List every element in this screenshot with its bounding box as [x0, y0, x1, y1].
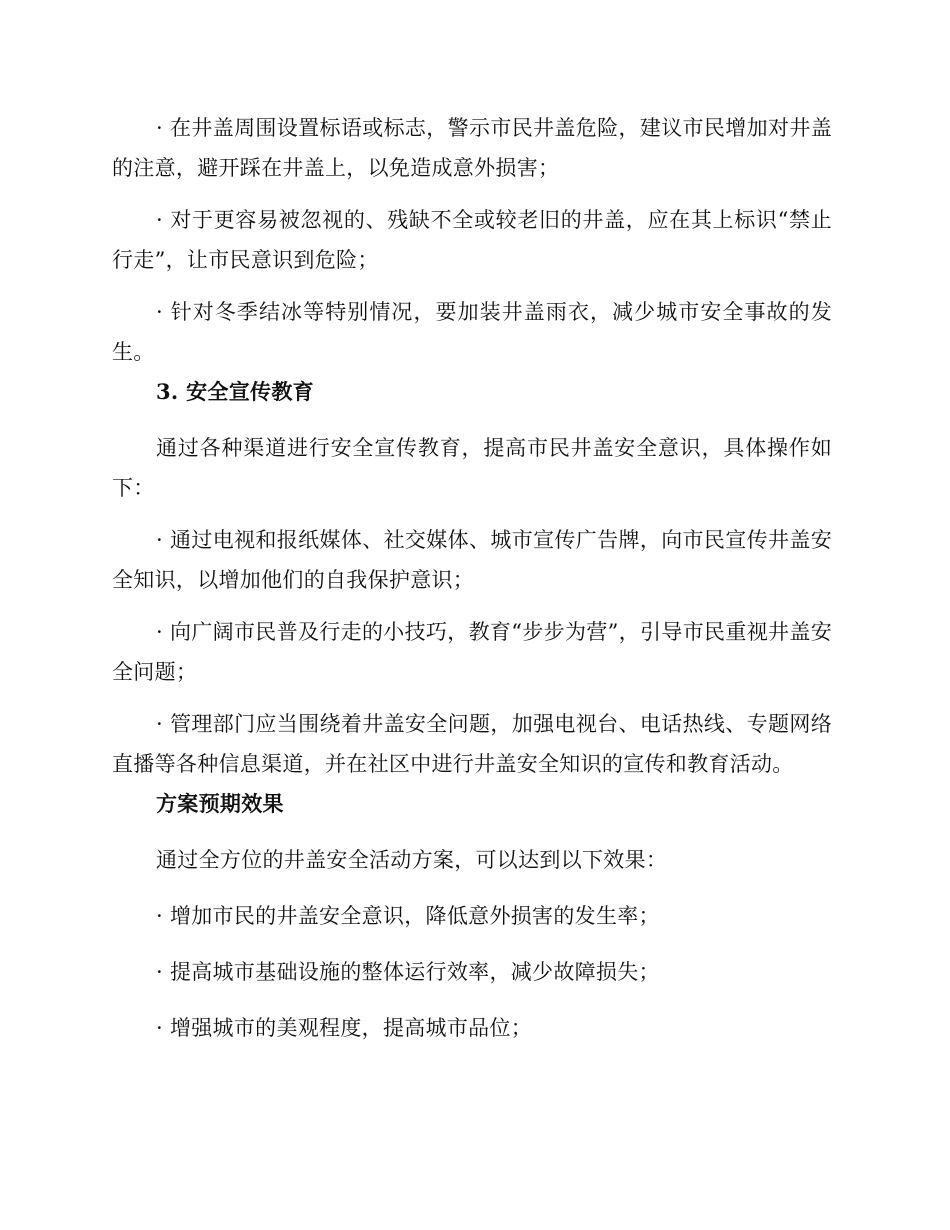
document-body — [112, 108, 832, 1048]
bullet-appearance: · 增强城市的美观程度，提高城市品位； — [156, 1016, 533, 1040]
section-intro-safety-education: 通过各种渠道进行安全宣传教育，提高市民井盖安全意识，具体操作如下： — [112, 436, 832, 500]
bullet-no-walking-mark: · 对于更容易被忽视的、残缺不全或较老旧的井盖，应在其上标识“禁止行走”，让市民意识到危险； — [112, 208, 832, 272]
bullet-winter-cover: · 针对冬季结冰等特别情况，要加装井盖雨衣，减少城市安全事故的发生。 — [112, 300, 832, 364]
bullet-walking-tips: · 向广阔市民普及行走的小技巧，教育“步步为营”，引导市民重视井盖安全问题； — [112, 620, 832, 684]
section-intro-expected-effects: 通过全方位的井盖安全活动方案，可以达到以下效果： — [156, 848, 668, 872]
section-heading-expected-effects: 方案预期效果 — [156, 791, 284, 816]
bullet-awareness: · 增加市民的井盖安全意识，降低意外损害的发生率； — [156, 904, 660, 928]
bullet-signage: · 在井盖周围设置标语或标志，警示市民井盖危险，建议市民增加对井盖的注意，避开踩在井盖上，以免造成意外损害； — [112, 116, 832, 180]
bullet-media-publicity: · 通过电视和报纸媒体、社交媒体、城市宣传广告牌，向市民宣传井盖安全知识，以增加他们的自我保护意识； — [112, 528, 832, 592]
bullet-information-channels: · 管理部门应当围绕着井盖安全问题，加强电视台、电话热线、专题网络直播等各种信息渠道，并在社区中进行井盖安全知识的宣传和教育活动。 — [112, 712, 832, 776]
section-heading-safety-education: 3. 安全宣传教育 — [156, 379, 314, 404]
bullet-efficiency: · 提高城市基础设施的整体运行效率，减少故障损失； — [156, 960, 660, 984]
